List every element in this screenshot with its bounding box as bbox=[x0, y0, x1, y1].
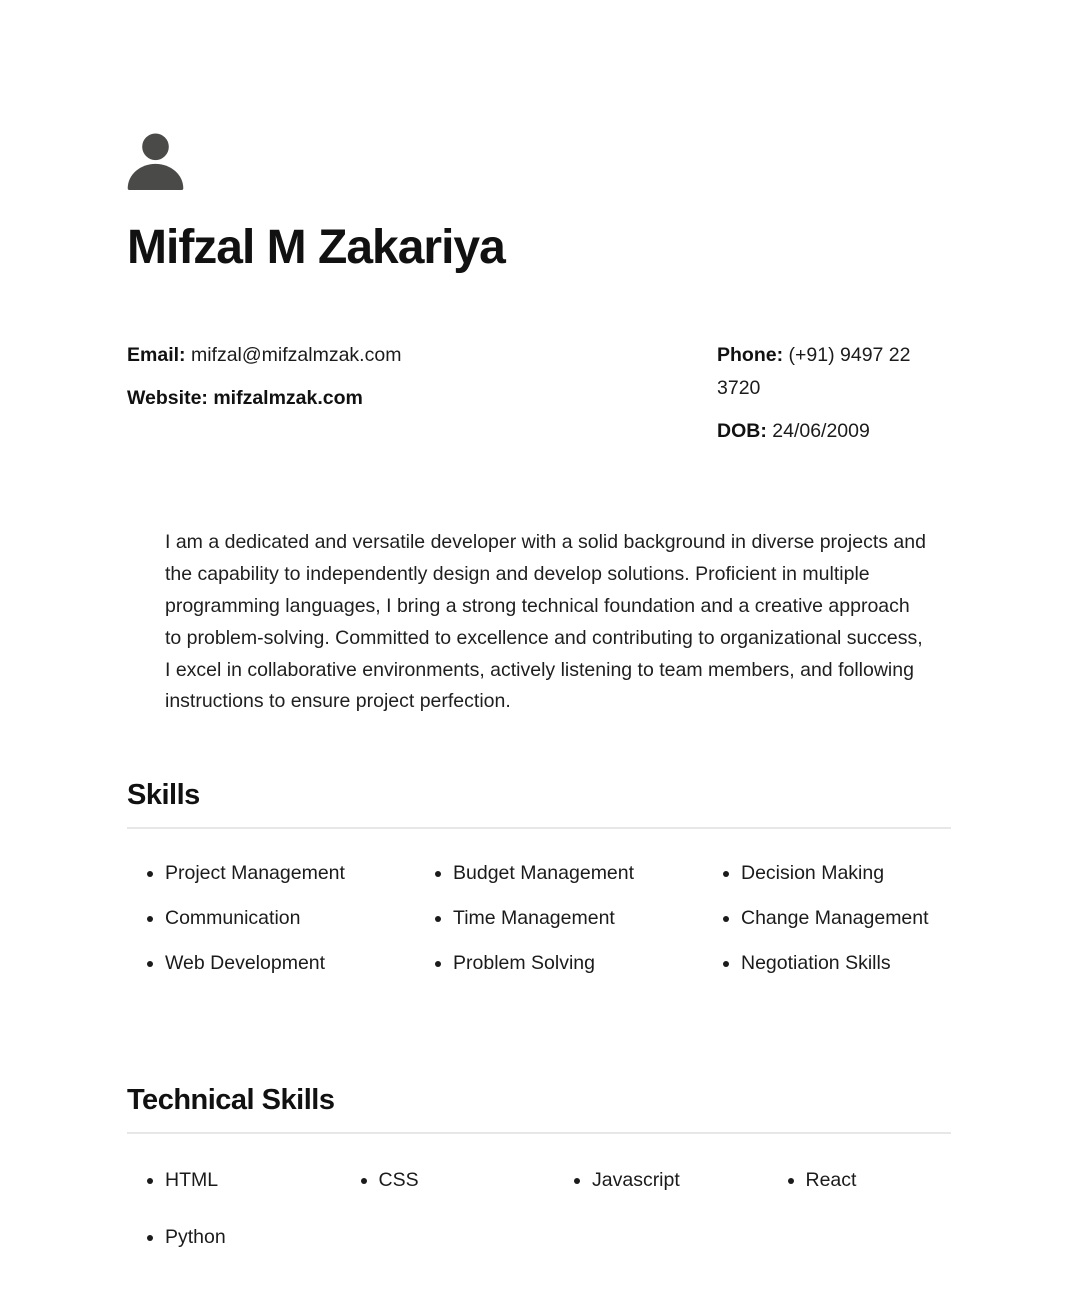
contact-dob bbox=[717, 415, 951, 448]
phone-label: Phone: bbox=[717, 344, 784, 367]
technical-skills-section bbox=[127, 1084, 951, 1278]
list-item: • Budget Management bbox=[453, 857, 635, 889]
phone-value: (+91) 9497 22 3720 bbox=[717, 344, 911, 400]
list-item: • Problem Solving bbox=[453, 947, 635, 979]
list-item: • Communication bbox=[165, 902, 375, 934]
list-item: • Web Development bbox=[165, 947, 375, 979]
list-item: • Decision Making bbox=[741, 857, 951, 889]
contact-right-column bbox=[717, 339, 951, 458]
list-item: • Javascript bbox=[592, 1164, 738, 1196]
technical-skills-section-title: Technical Skills bbox=[127, 1084, 951, 1134]
email-label: Email: bbox=[127, 344, 186, 367]
list-item: • HTML bbox=[165, 1164, 311, 1196]
list-item: • React bbox=[806, 1164, 952, 1196]
technical-skills-column-4 bbox=[768, 1164, 952, 1278]
dob-value: 24/06/2009 bbox=[772, 420, 870, 443]
technical-skills-column-1 bbox=[127, 1164, 311, 1278]
email-value: mifzal@mifzalmzak.com bbox=[190, 344, 402, 367]
skills-column-2 bbox=[415, 857, 663, 992]
summary-block bbox=[127, 527, 927, 718]
candidate-name: Mifzal M Zakariya bbox=[127, 221, 505, 274]
list-item: • Change Management bbox=[741, 902, 951, 934]
website-label: Website: bbox=[127, 387, 208, 410]
skills-section-title: Skills bbox=[127, 779, 951, 829]
contact-website bbox=[127, 382, 717, 415]
skills-section bbox=[127, 779, 951, 992]
list-item: • Project Management bbox=[165, 857, 375, 889]
technical-skills-column-2 bbox=[341, 1164, 525, 1278]
dob-label: DOB: bbox=[717, 420, 767, 443]
skills-list bbox=[127, 857, 951, 992]
technical-skills-list bbox=[127, 1164, 951, 1278]
summary-text: I am a dedicated and versatile developer with a solid background in diverse projects and the capability to independently design and develop solutions. Proficient in multiple programming languages, I bring a strong technical foundation and a creative approach to problem-solving. Committed to excellence and contributing to organizational success, I excel in collaborative environments, actively listening to team members, and following instructions to ensure project perfection. bbox=[165, 531, 926, 713]
website-value: mifzalmzak.com bbox=[213, 387, 363, 410]
list-item: • Python bbox=[165, 1221, 311, 1253]
contact-left-column bbox=[127, 339, 717, 425]
contact-phone bbox=[717, 339, 951, 405]
skills-column-1 bbox=[127, 857, 375, 992]
contact-info bbox=[127, 339, 951, 458]
list-item: • CSS bbox=[379, 1164, 525, 1196]
person-icon bbox=[127, 133, 184, 190]
technical-skills-column-3 bbox=[554, 1164, 738, 1278]
skills-column-3 bbox=[703, 857, 951, 992]
list-item: • Negotiation Skills bbox=[741, 947, 951, 979]
contact-email bbox=[127, 339, 717, 372]
list-item: • Time Management bbox=[453, 902, 635, 934]
